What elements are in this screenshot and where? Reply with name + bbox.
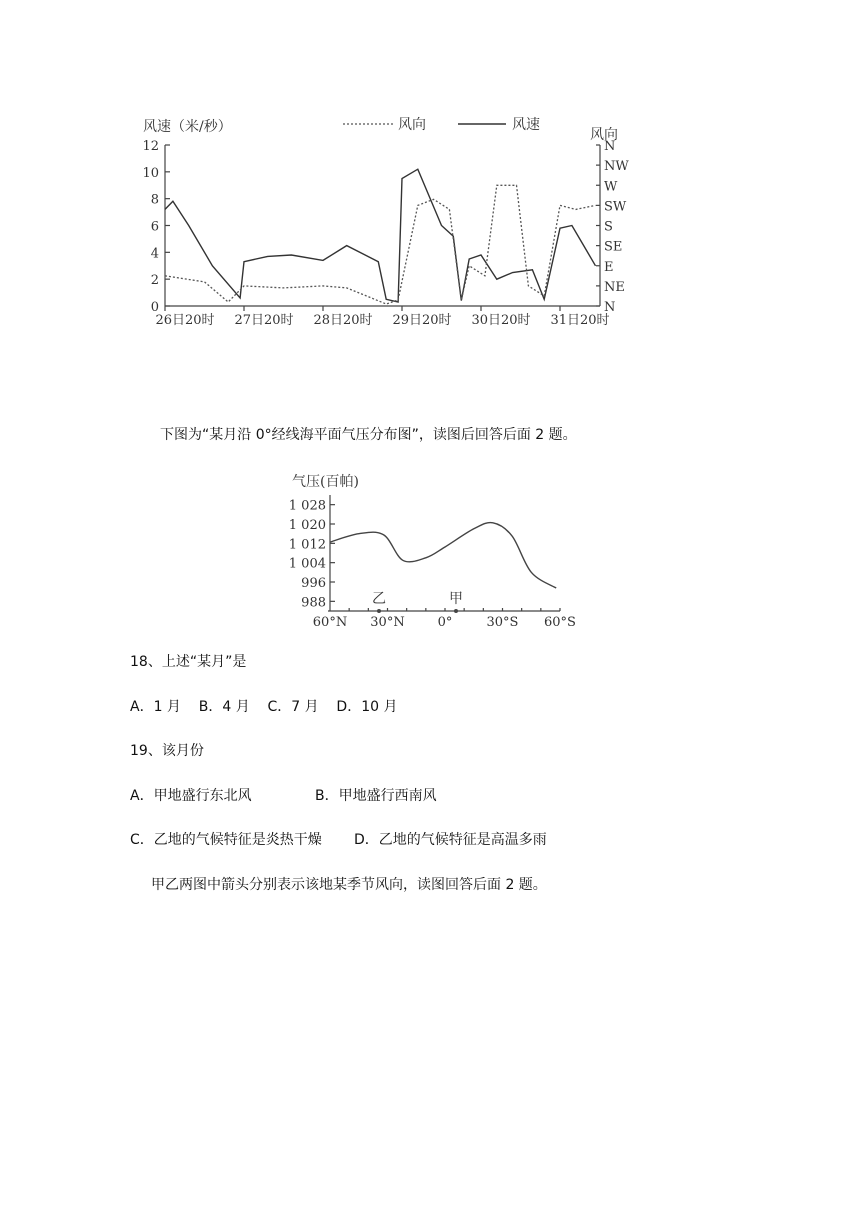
time-tick-label: 28日20时	[313, 313, 373, 328]
pressure-chart-axes	[328, 495, 560, 611]
question-19-option-b: B．甲地盛行西南风	[315, 788, 437, 804]
pressure-chart-series	[330, 523, 556, 588]
wind-direction-tick-label: SW	[604, 199, 627, 215]
time-tick-label: 26日20时	[155, 313, 215, 328]
pressure-chart	[0, 460, 860, 640]
question-19-option-d: D．乙地的气候特征是高温多雨	[354, 832, 547, 848]
wind-direction-tick-label: S	[604, 219, 613, 235]
legend-speed-label: 风速	[512, 117, 540, 133]
latitude-tick-label: 0°	[437, 615, 453, 630]
point-jia-label: 甲	[449, 591, 463, 607]
latitude-tick-label: 60°N	[312, 615, 348, 630]
pressure-tick-label: 988	[301, 595, 326, 611]
question-19-option-c: C．乙地的气候特征是炎热干燥	[130, 832, 322, 848]
point-jia-marker	[454, 609, 458, 613]
wind-speed-tick-label: 0	[150, 300, 159, 315]
pressure-tick-label: 1 004	[288, 556, 326, 572]
wind-speed-tick-label: 2	[150, 273, 159, 289]
intro-text-2: 甲乙两图中箭头分别表示该地某季节风向，读图回答后面 2 题。	[151, 877, 547, 893]
latitude-tick-label: 30°S	[486, 615, 519, 630]
pressure-axis-label: 气压(百帕)	[292, 474, 359, 490]
wind-speed-axis-label: 风速（米/秒）	[143, 119, 232, 135]
wind-speed-tick-label: 4	[150, 246, 159, 262]
wind-chart-series	[165, 169, 596, 304]
pressure-tick-label: 996	[301, 576, 326, 591]
wind-direction-axis-label: 风向	[590, 127, 618, 143]
pressure-tick-label: 1 012	[288, 537, 326, 553]
wind-direction-tick-label: SE	[604, 239, 623, 255]
wind-speed-tick-label: 6	[150, 219, 159, 235]
pressure-chart-ticks	[289, 499, 576, 630]
legend-direction-label: 风向	[398, 117, 426, 133]
point-yi-label: 乙	[372, 591, 386, 607]
wind-speed-tick-label: 10	[142, 165, 159, 181]
time-tick-label: 27日20时	[234, 313, 294, 328]
point-yi-marker	[377, 609, 381, 613]
pressure-series-line	[330, 523, 556, 588]
intro-text-1: 下图为“某月沿 0°经线海平面气压分布图”，读图后回答后面 2 题。	[160, 427, 577, 443]
wind-direction-tick-label: NW	[604, 159, 629, 175]
wind-speed-series-line	[165, 169, 596, 302]
time-tick-label: 29日20时	[392, 313, 452, 328]
wind-direction-tick-label: E	[604, 259, 614, 275]
wind-direction-tick-label: NE	[604, 279, 625, 295]
question-18: 18、上述“某月”是	[130, 654, 247, 670]
wind-direction-tick-label: W	[604, 179, 618, 195]
question-18-options: A．1 月 B．4 月 C．7 月 D．10 月	[130, 699, 398, 715]
wind-chart	[0, 0, 860, 340]
latitude-tick-label: 60°S	[544, 615, 576, 630]
latitude-tick-label: 30°N	[370, 615, 405, 630]
time-tick-label: 30日20时	[471, 313, 531, 328]
wind-speed-tick-label: 12	[142, 139, 159, 154]
time-tick-label: 31日20时	[550, 313, 610, 328]
wind-speed-tick-label: 8	[150, 192, 159, 208]
wind-direction-tick-label: N	[604, 139, 616, 154]
question-19: 19、该月份	[130, 743, 204, 759]
wind-direction-tick-label: N	[604, 300, 616, 315]
pressure-tick-label: 1 020	[288, 518, 326, 533]
pressure-tick-label: 1 028	[288, 498, 326, 514]
question-19-option-a: A．甲地盛行东北风	[130, 788, 252, 804]
